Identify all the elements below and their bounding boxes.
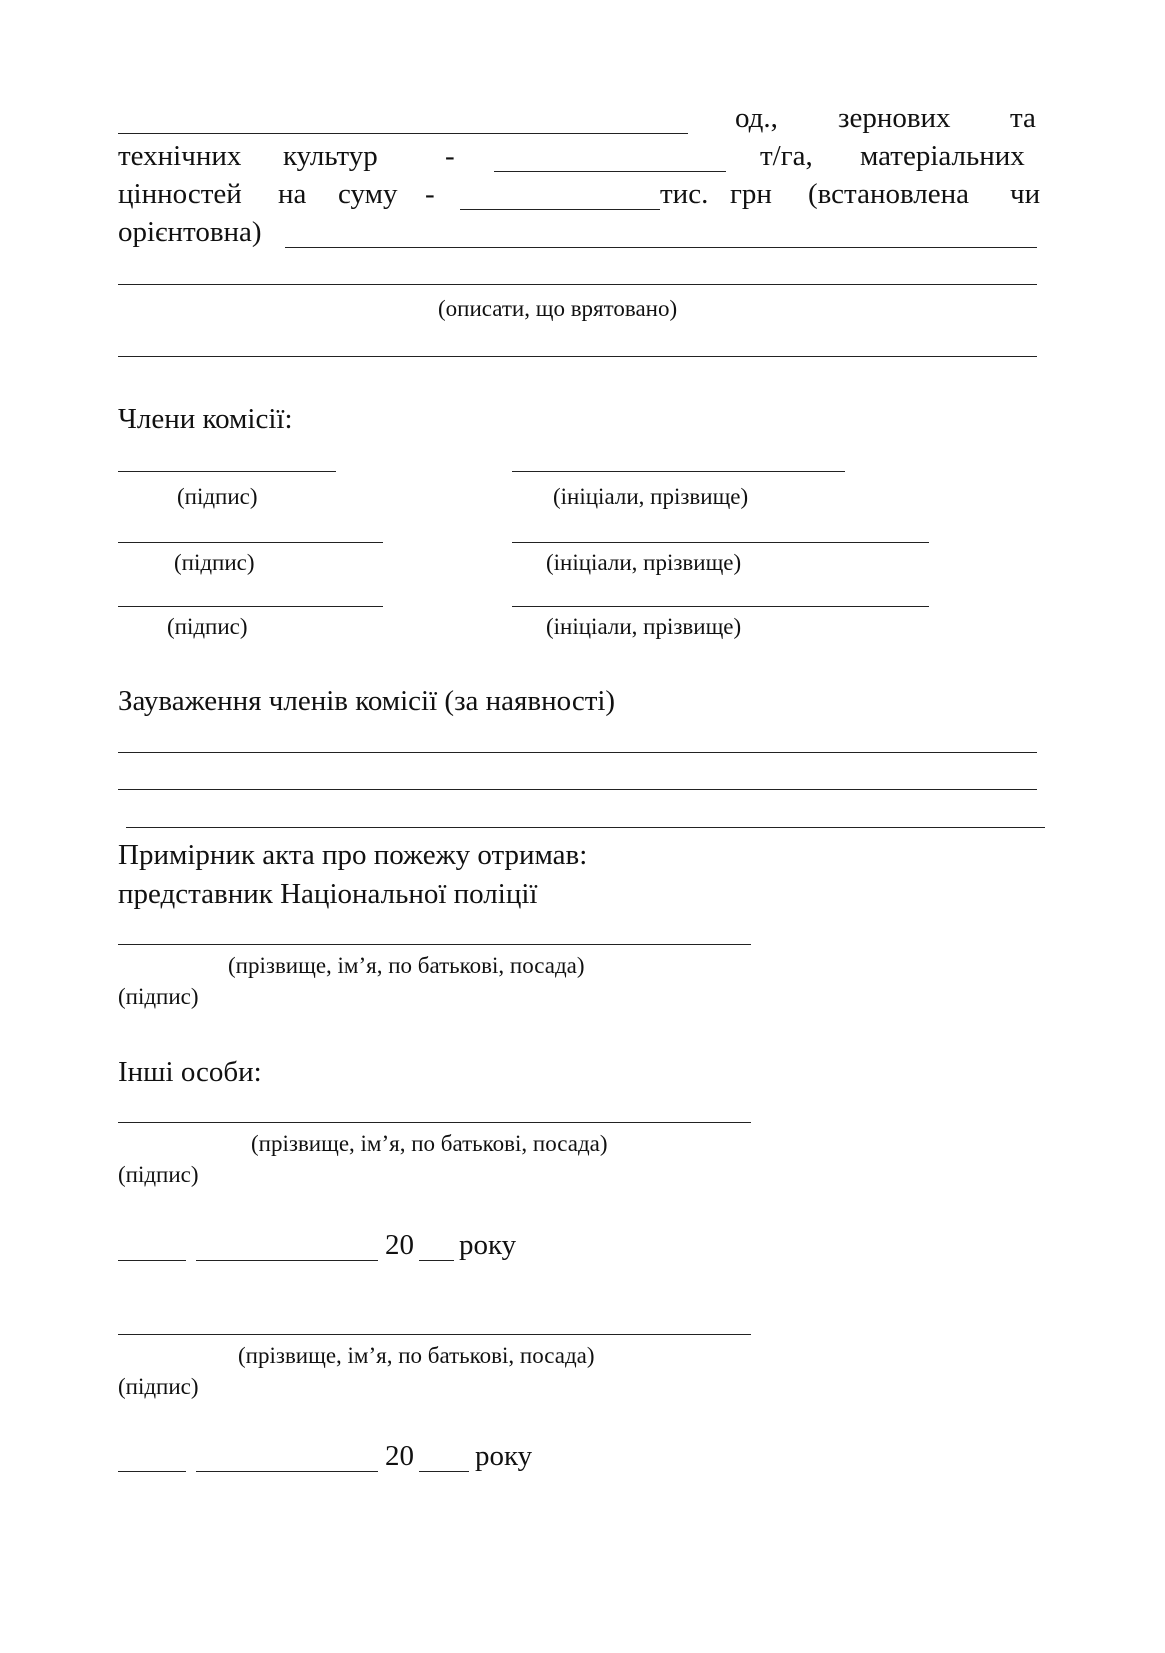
others-name-line[interactable] bbox=[118, 1122, 751, 1123]
others-date-year: 20 bbox=[385, 1229, 414, 1261]
word-and: та bbox=[1010, 102, 1036, 134]
commission-name-hint-2: (ініціали, прізвище) bbox=[546, 550, 742, 575]
commission-name-line-3[interactable] bbox=[512, 606, 929, 607]
dash-3: - bbox=[425, 178, 435, 210]
police-name-line[interactable] bbox=[118, 944, 751, 945]
commission-name-hint-3: (ініціали, прізвище) bbox=[546, 614, 742, 639]
others-name-hint: (прізвище, ім’я, по батькові, посада) bbox=[251, 1131, 608, 1156]
word-tech: технічних bbox=[118, 140, 242, 172]
word-or: чи bbox=[1010, 178, 1041, 210]
others-date-year-line[interactable] bbox=[419, 1260, 454, 1261]
commission-sign-hint-3: (підпис) bbox=[167, 614, 248, 639]
commission-title: Члени комісії: bbox=[118, 403, 293, 435]
others-date-day-line[interactable] bbox=[118, 1260, 186, 1261]
remarks-title: Зауваження членів комісії (за наявності) bbox=[118, 685, 616, 717]
unit-thousand: тис. bbox=[660, 178, 709, 210]
blank-count-field[interactable] bbox=[118, 133, 688, 134]
final-date-year: 20 bbox=[385, 1440, 414, 1472]
others-sign-hint: (підпис) bbox=[118, 1162, 199, 1187]
others-title: Інші особи: bbox=[118, 1056, 262, 1088]
blank-yield-field[interactable] bbox=[494, 171, 726, 172]
commission-sign-line-3[interactable] bbox=[118, 606, 383, 607]
word-grn: грн bbox=[730, 178, 772, 210]
final-date-year-line[interactable] bbox=[419, 1471, 469, 1472]
police-line-2: представник Національної поліції bbox=[118, 878, 538, 910]
blank-rescued-field-1[interactable] bbox=[118, 284, 1037, 285]
commission-sign-line-2[interactable] bbox=[118, 542, 383, 543]
commission-name-hint-1: (ініціали, прізвище) bbox=[553, 484, 749, 509]
final-name-line[interactable] bbox=[118, 1334, 751, 1335]
police-line-1: Примірник акта про пожежу отримав: bbox=[118, 839, 588, 871]
commission-name-line-2[interactable] bbox=[512, 542, 929, 543]
final-name-hint: (прізвище, ім’я, по батькові, посада) bbox=[238, 1343, 595, 1368]
others-date-word: року bbox=[459, 1229, 517, 1261]
dash-2: - bbox=[445, 140, 455, 172]
others-date-month-line[interactable] bbox=[196, 1260, 378, 1261]
unit-tga: т/га, bbox=[760, 140, 813, 172]
blank-approx-field[interactable] bbox=[285, 247, 1037, 248]
hint-rescued: (описати, що врятовано) bbox=[438, 296, 678, 321]
final-date-month-line[interactable] bbox=[196, 1471, 378, 1472]
unit-od: од., bbox=[735, 102, 778, 134]
remarks-line-1[interactable] bbox=[118, 752, 1037, 753]
blank-sum-field[interactable] bbox=[460, 209, 660, 210]
remarks-line-3[interactable] bbox=[126, 827, 1045, 828]
word-na: на bbox=[278, 178, 307, 210]
final-date-word: року bbox=[475, 1440, 533, 1472]
commission-sign-hint-1: (підпис) bbox=[177, 484, 258, 509]
commission-sign-line-1[interactable] bbox=[118, 471, 336, 472]
final-date-day-line[interactable] bbox=[118, 1471, 186, 1472]
word-approx: орієнтовна) bbox=[118, 216, 262, 248]
word-crops: культур bbox=[283, 140, 378, 172]
final-sign-hint: (підпис) bbox=[118, 1374, 199, 1399]
word-set: (встановлена bbox=[808, 178, 970, 210]
word-material: матеріальних bbox=[860, 140, 1025, 172]
commission-sign-hint-2: (підпис) bbox=[174, 550, 255, 575]
word-grain: зернових bbox=[838, 102, 951, 134]
remarks-line-2[interactable] bbox=[118, 789, 1037, 790]
word-sum: суму bbox=[338, 178, 398, 210]
blank-rescued-field-2[interactable] bbox=[118, 356, 1037, 357]
police-name-hint: (прізвище, ім’я, по батькові, посада) bbox=[228, 953, 585, 978]
police-sign-hint: (підпис) bbox=[118, 984, 199, 1009]
word-values: цінностей bbox=[118, 178, 242, 210]
commission-name-line-1[interactable] bbox=[512, 471, 845, 472]
